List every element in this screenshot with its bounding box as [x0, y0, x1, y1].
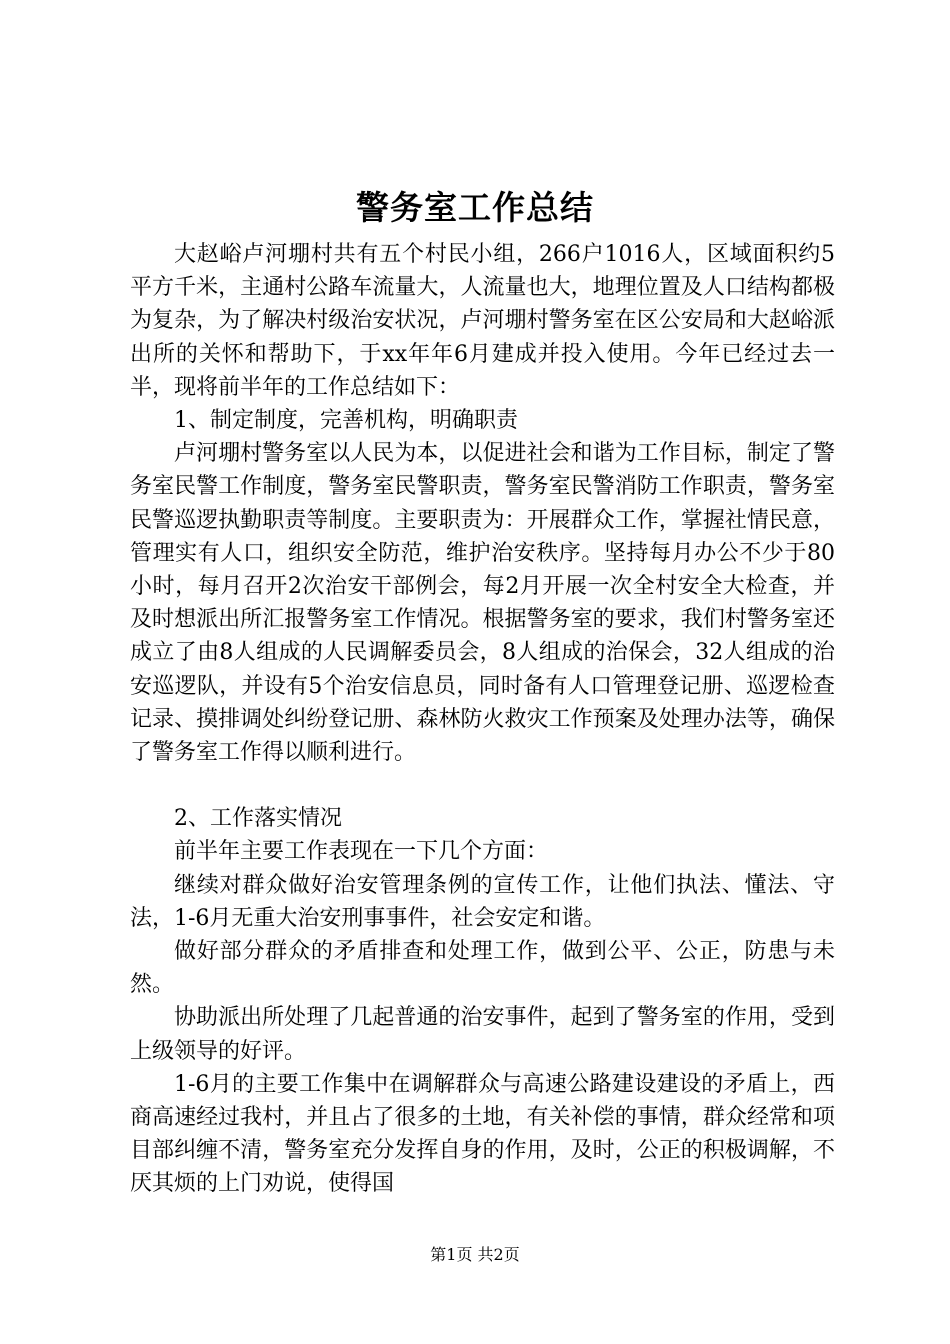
paragraph-intro: 大赵峪卢河堋村共有五个村民小组，266户1016人，区域面积约5平方千米，主通村公路车流量大，人流量也大，地理位置及人口结构都极为复杂，为了解决村级治安状况，卢河堋村警务室在区公安局和大赵峪派出所的关怀和帮助下，于xx年年6月建成并投入使用。今年已经过去一半，现将前半年的工作总结如下： [130, 242, 835, 400]
section-heading-1: 1、制定制度，完善机构，明确职责 [174, 408, 518, 434]
paragraph-item-4: 1-6月的主要工作集中在调解群众与高速公路建设建设的矛盾上，西商高速经过我村，并且占了很多的土地，有关补偿的事情，群众经常和项目部纠缠不清，警务室充分发挥自身的作用，及时，公正的积极调解，不厌其烦的上门劝说，使得国 [130, 1071, 835, 1197]
paragraph-lead: 前半年主要工作表现在一下几个方面： [174, 839, 549, 865]
paragraph-item-3: 协助派出所处理了几起普通的治安事件，起到了警务室的作用，受到上级领导的好评。 [130, 1005, 835, 1064]
document-title: 警务室工作总结 [356, 188, 594, 227]
document-body [130, 238, 835, 1201]
paragraph-item-1: 继续对群众做好治安管理条例的宣传工作，让他们执法、懂法、守法，1-6月无重大治安刑事事件，社会安定和谐。 [130, 872, 835, 931]
page-footer: 第1页 共2页 [430, 1245, 520, 1264]
paragraph-duties: 卢河堋村警务室以人民为本，以促进社会和谐为工作目标，制定了警务室民警工作制度，警务室民警职责，警务室民警消防工作职责，警务室民警巡逻执勤职责等制度。主要职责为：开展群众工作，掌握社情民意，管理实有人口，组织安全防范，维护治安秩序。坚持每月办公不少于80小时，每月召开2次治安干部例会，每2月开展一次全村安全大检查，并及时想派出所汇报警务室工作情况。根据警务室的要求，我们村警务室还成立了由8人组成的人民调解委员会，8人组成的治保会，32人组成的治安巡逻队，并设有5个治安信息员，同时备有人口管理登记册、巡逻检查记录、摸排调处纠纷登记册、森林防火救灾工作预案及处理办法等，确保了警务室工作得以顺利进行。 [130, 441, 835, 766]
section-heading-2: 2、工作落实情况 [174, 806, 342, 832]
paragraph-spacer [130, 769, 835, 802]
paragraph-item-2: 做好部分群众的矛盾排查和处理工作，做到公平、公正，防患与未然。 [130, 939, 835, 998]
